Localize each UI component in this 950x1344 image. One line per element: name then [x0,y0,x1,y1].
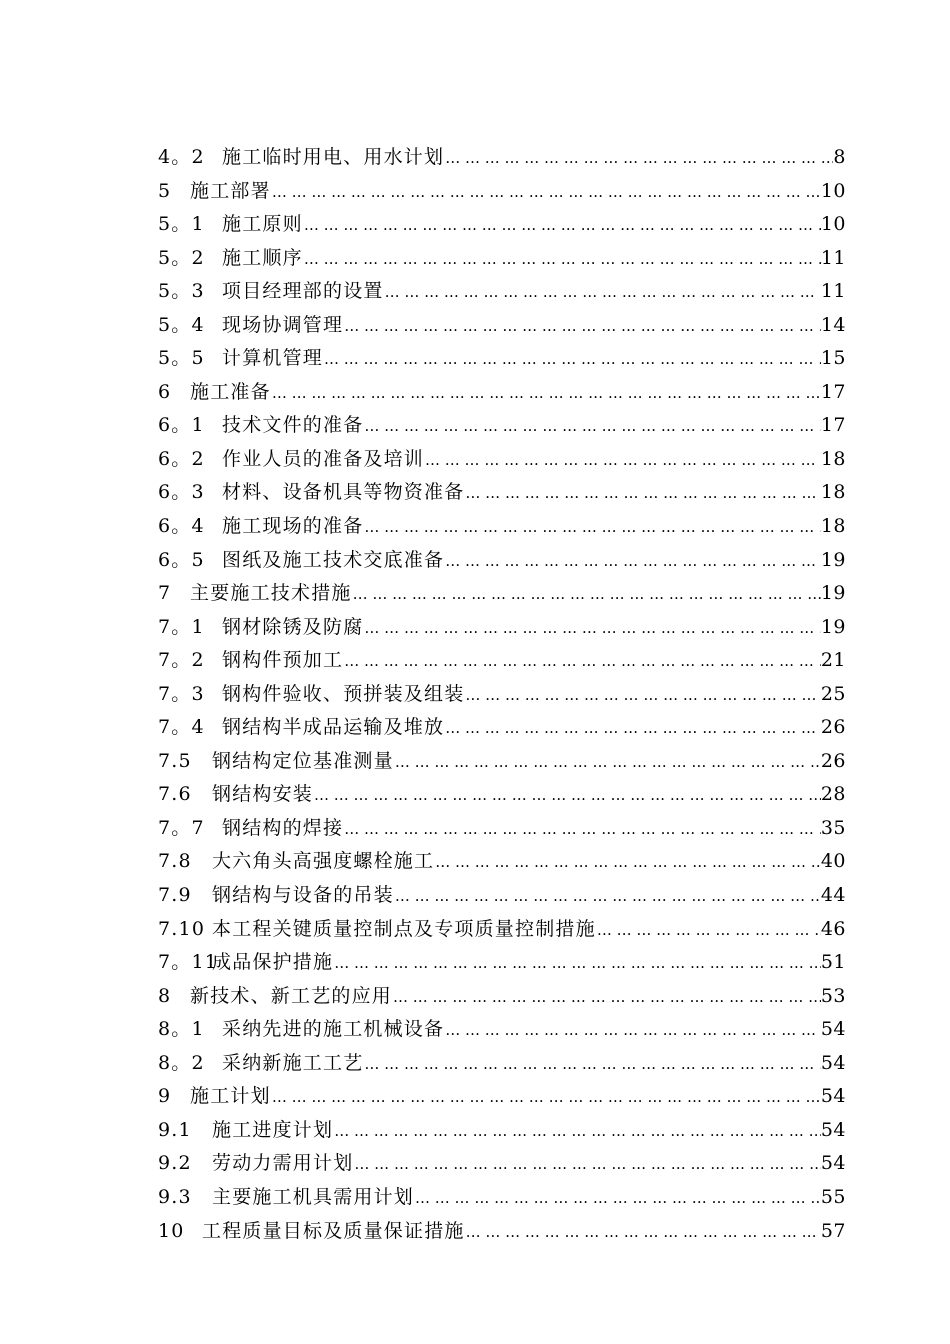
toc-entry-label [158,778,313,812]
toc-entry-number: 8。1 [158,1018,205,1041]
toc-entry-title: 采纳新施工工艺 [222,1051,364,1074]
toc-entry-label [158,711,444,745]
toc-leader-dots [464,679,820,713]
toc-leader-dots [303,243,821,277]
toc-entry[interactable] [158,443,846,477]
toc-entry[interactable] [158,1047,846,1081]
toc-entry-title: 新技术、新工艺的应用 [190,984,393,1007]
toc-entry-page: 54 [820,1118,846,1141]
toc-entry-page: 35 [820,816,846,839]
toc-entry-title: 钢结构半成品运输及堆放 [222,716,445,739]
toc-entry-page: 25 [820,682,846,705]
toc-entry-title: 计算机管理 [222,347,324,370]
toc-entry-page: 55 [820,1185,846,1208]
toc-leader-dots [303,209,821,243]
toc-leader-dots [424,444,821,478]
toc-entry-number: 6 [158,380,172,403]
toc-leader-dots [444,712,821,746]
toc-leader-dots [394,880,821,914]
toc-entry[interactable] [158,611,846,645]
toc-entry-title: 技术文件的准备 [222,414,364,437]
toc-entry[interactable] [158,845,846,879]
toc-entry-page: 54 [820,1051,846,1074]
toc-entry-label [158,913,596,947]
toc-entry-label [158,1114,333,1148]
toc-leader-dots [465,1216,821,1250]
toc-entry[interactable] [158,745,846,779]
toc-entry-title: 劳动力需用计划 [212,1152,354,1175]
toc-entry-label [158,812,343,846]
toc-entry-page: 8 [833,146,846,168]
toc-entry-number: 9.2 [158,1152,192,1175]
toc-leader-dots [271,377,821,411]
toc-entry-page: 19 [820,582,846,605]
toc-entry-number: 9 [158,1085,172,1108]
toc-entry-page: 18 [820,515,846,538]
toc-entry-label [158,443,424,477]
toc-entry-label [158,1147,353,1181]
toc-entry-number: 7.5 [158,749,192,772]
toc-entry-number: 5。3 [158,280,205,303]
toc-entry-number: 6。5 [158,548,205,571]
toc-entry-title: 钢构件预加工 [222,649,344,672]
toc-entry-title: 现场协调管理 [222,313,344,336]
toc-entry-page: 54 [820,1085,846,1108]
toc-entry-label [158,1013,444,1047]
toc-entry-label [158,980,392,1014]
toc-entry-number: 5。4 [158,313,205,336]
toc-entry[interactable] [158,980,846,1014]
toc-entry-page: 26 [820,716,846,739]
toc-entry-title: 主要施工机具需用计划 [212,1185,415,1208]
toc-entry-title: 施工部署 [190,179,271,202]
toc-entry-page: 54 [820,1018,846,1041]
toc-entry-label [158,1047,363,1081]
toc-entry-page: 10 [820,179,846,202]
toc-entry-page: 11 [820,280,846,303]
toc-entry-title: 本工程关键质量控制点及专项质量控制措施 [212,917,596,940]
toc-entry-label [158,141,444,175]
toc-leader-dots [352,578,821,612]
toc-entry[interactable] [158,208,846,242]
toc-entry-page: 10 [820,213,846,236]
toc-entry[interactable] [158,644,846,678]
toc-entry-number: 8 [158,984,172,1007]
toc-leader-dots [596,914,821,948]
toc-entry-number: 7.6 [158,783,192,806]
toc-entry-number: 7.8 [158,850,192,873]
toc-entry-number: 5。2 [158,246,205,269]
toc-entry-number: 7。2 [158,649,205,672]
toc-leader-dots [343,645,821,679]
toc-entry-label [158,376,271,410]
toc-entry-label [158,644,343,678]
toc-entry-title: 施工现场的准备 [222,515,364,538]
toc-leader-dots [363,511,820,545]
toc-entry-number: 7.9 [158,884,192,907]
toc-entry-page: 14 [820,313,846,336]
toc-entry[interactable] [158,141,846,175]
toc-leader-dots [444,142,833,176]
toc-entry-number: 7。7 [158,816,205,839]
toc-entry-number: 5。5 [158,347,205,370]
toc-entry[interactable] [158,242,846,276]
toc-entry-page: 17 [820,380,846,403]
toc-entry-page: 28 [820,783,846,806]
toc-entry-title: 施工临时用电、用水计划 [222,146,445,168]
toc-entry-title: 主要施工技术措施 [190,582,352,605]
toc-entry-number: 7。4 [158,716,205,739]
toc-entry-label [158,611,363,645]
toc-entry-number: 5 [158,179,172,202]
toc-entry-label [158,208,303,242]
toc-entry-label [158,678,464,712]
toc-entry-page: 26 [820,749,846,772]
toc-entry-title: 工程质量目标及质量保证措施 [202,1219,465,1242]
toc-leader-dots [313,779,821,813]
toc-entry[interactable] [158,510,846,544]
toc-entry-label [158,275,384,309]
toc-entry-number: 9.3 [158,1185,192,1208]
toc-entry[interactable] [158,1215,846,1249]
toc-entry-label [158,544,444,578]
toc-entry-title: 施工计划 [190,1085,271,1108]
toc-leader-dots [444,545,821,579]
toc-leader-dots [434,846,821,880]
toc-entry-label [158,1080,271,1114]
toc-entry[interactable] [158,275,846,309]
toc-entry-page: 51 [820,951,846,974]
toc-entry-number: 6。2 [158,447,205,470]
toc-entry-title: 钢材除锈及防腐 [222,615,364,638]
toc-entry[interactable] [158,946,846,980]
toc-entry-label [158,1215,465,1249]
toc-entry-label [158,510,363,544]
toc-entry-title: 钢构件验收、预拼装及组装 [222,682,465,705]
toc-entry[interactable] [158,577,846,611]
toc-entry-page: 57 [820,1219,846,1242]
toc-entry-label [158,745,394,779]
toc-leader-dots [333,1115,821,1149]
toc-leader-dots [343,310,821,344]
toc-entry-title: 施工原则 [222,213,303,236]
toc-entry-label [158,845,434,879]
toc-entry-number: 6。4 [158,515,205,538]
toc-entry-label [158,946,333,980]
toc-leader-dots [392,981,821,1015]
toc-leader-dots [363,612,820,646]
toc-entry-page: 15 [820,347,846,370]
table-of-contents [158,141,846,1248]
toc-entry-title: 作业人员的准备及培训 [222,447,425,470]
toc-entry-label [158,476,464,510]
toc-entry[interactable] [158,476,846,510]
toc-entry-page: 19 [820,548,846,571]
toc-entry-label [158,309,343,343]
toc-entry-title: 钢结构定位基准测量 [212,749,394,772]
toc-entry-page: 17 [820,414,846,437]
toc-entry-title: 大六角头高强度螺栓施工 [212,850,435,873]
toc-entry-label [158,577,352,611]
toc-entry-title: 成品保护措施 [212,951,334,974]
toc-entry-title: 图纸及施工技术交底准备 [222,548,445,571]
toc-entry[interactable] [158,913,846,947]
toc-entry[interactable] [158,1114,846,1148]
toc-entry-label [158,879,394,913]
toc-entry-page: 40 [820,850,846,873]
toc-entry-page: 18 [820,481,846,504]
toc-entry-page: 19 [820,615,846,638]
toc-entry[interactable] [158,778,846,812]
toc-entry-number: 7 [158,582,172,605]
toc-leader-dots [363,1048,820,1082]
toc-entry-number: 7。3 [158,682,205,705]
toc-leader-dots [271,176,821,210]
toc-entry-number: 4。2 [158,146,205,168]
toc-entry[interactable] [158,309,846,343]
toc-entry-number: 7。1 [158,615,205,638]
toc-entry-label [158,1181,414,1215]
toc-entry-number: 6。3 [158,481,205,504]
toc-leader-dots [384,276,821,310]
toc-leader-dots [444,1014,821,1048]
toc-entry[interactable] [158,879,846,913]
toc-entry-title: 施工准备 [190,380,271,403]
toc-entry-label [158,409,363,443]
toc-entry[interactable] [158,175,846,209]
toc-entry[interactable] [158,1181,846,1215]
toc-leader-dots [333,947,821,981]
toc-entry-title: 施工进度计划 [212,1118,334,1141]
toc-entry-number: 6。1 [158,414,205,437]
toc-leader-dots [414,1182,821,1216]
toc-entry-label [158,175,271,209]
toc-entry-page: 11 [820,246,846,269]
toc-entry-title: 采纳先进的施工机械设备 [222,1018,445,1041]
toc-entry-page: 54 [820,1152,846,1175]
toc-entry[interactable] [158,812,846,846]
toc-entry-number: 7。11 [158,951,219,974]
toc-entry[interactable] [158,544,846,578]
toc-leader-dots [353,1148,820,1182]
toc-entry-number: 9.1 [158,1118,192,1141]
toc-entry-page: 46 [820,917,846,940]
toc-entry[interactable] [158,1013,846,1047]
toc-entry[interactable] [158,376,846,410]
toc-leader-dots [464,477,820,511]
toc-entry-number: 8。2 [158,1051,205,1074]
toc-leader-dots [343,813,821,847]
toc-entry-label [158,342,323,376]
toc-entry[interactable] [158,409,846,443]
toc-entry-title: 钢结构安装 [212,783,314,806]
toc-entry-number: 10 [158,1219,185,1242]
toc-entry-title: 项目经理部的设置 [222,280,384,303]
toc-entry-title: 钢结构的焊接 [222,816,344,839]
toc-leader-dots [323,343,821,377]
toc-entry-number: 7.10 [158,917,206,940]
toc-entry-title: 钢结构与设备的吊装 [212,884,394,907]
toc-entry[interactable] [158,678,846,712]
toc-entry-number: 5。1 [158,213,205,236]
toc-leader-dots [363,410,820,444]
toc-entry[interactable] [158,1147,846,1181]
toc-leader-dots [271,1081,821,1115]
toc-leader-dots [394,746,821,780]
toc-entry[interactable] [158,342,846,376]
toc-entry-page: 44 [820,884,846,907]
toc-entry-title: 材料、设备机具等物资准备 [222,481,465,504]
toc-entry-page: 21 [820,649,846,672]
toc-entry-label [158,242,303,276]
toc-entry-page: 53 [820,984,846,1007]
toc-entry-title: 施工顺序 [222,246,303,269]
toc-entry-page: 18 [820,447,846,470]
toc-entry[interactable] [158,711,846,745]
toc-entry[interactable] [158,1080,846,1114]
